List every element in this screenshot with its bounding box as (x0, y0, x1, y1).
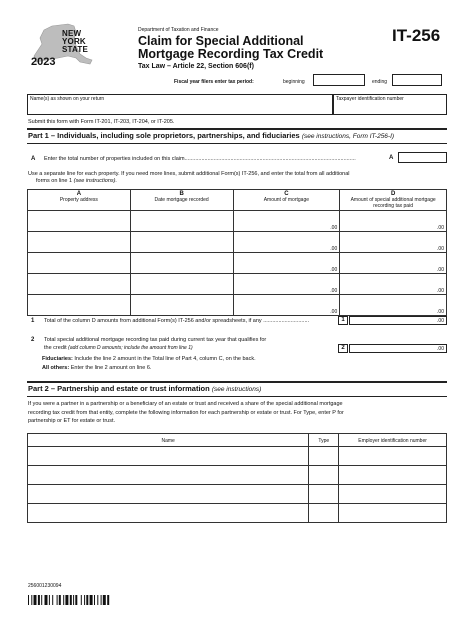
date-recorded-cell[interactable] (130, 274, 233, 295)
line-a-box-label: A (389, 155, 394, 161)
col-c-header (233, 190, 340, 211)
state-name-line1: NEW (62, 29, 82, 38)
line1-text (44, 318, 334, 324)
fiduciaries-note (42, 356, 256, 362)
table-row (28, 466, 447, 485)
ending-field[interactable] (392, 74, 442, 86)
entity-type-header: Type (309, 434, 339, 447)
date-recorded-cell[interactable] (130, 232, 233, 253)
tax-paid-cell[interactable]: .00 (340, 211, 447, 232)
all-others-text: Enter the line 2 amount on line 6. (70, 365, 152, 371)
taxpayer-name-field[interactable] (27, 94, 333, 115)
part2-rule (27, 381, 447, 383)
part2-heading-note: (see instructions) (211, 386, 262, 393)
part2-intro (28, 400, 448, 426)
taxpayer-name-label: Name(s) as shown on your return (30, 96, 105, 102)
property-address-cell[interactable] (28, 274, 131, 295)
line1-label: Total of the column D amounts from additional Form(s) IT-256 and/or spreadsheets, if any (44, 318, 262, 324)
state-name-line2: YORK (62, 37, 86, 46)
line2-amount-field[interactable] (349, 344, 447, 353)
table-row (28, 274, 447, 295)
line-a-text (44, 156, 384, 162)
form-title-line1: Claim for Special Additional (138, 34, 304, 48)
line-a-letter: A (31, 156, 36, 162)
mortgage-amount-cell[interactable]: .00 (233, 211, 340, 232)
line2-text (44, 337, 334, 352)
beginning-label: beginning (283, 79, 305, 85)
date-recorded-cell[interactable] (130, 211, 233, 232)
taxpayer-id-field[interactable] (333, 94, 447, 115)
entity-table-header (28, 434, 447, 447)
entity-ein-header: Employer identification number (339, 434, 447, 447)
submit-note: Submit this form with Form IT-201, IT-203, IT-204, or IT-205. (28, 119, 175, 125)
part1-heading-rule (27, 143, 447, 144)
tax-paid-cell[interactable]: .00 (340, 253, 447, 274)
entity-name-cell[interactable] (28, 447, 309, 466)
property-address-cell[interactable] (28, 211, 131, 232)
entity-ein-cell[interactable] (339, 466, 447, 485)
col-b-label: Date mortgage recorded (154, 197, 209, 203)
barcode (28, 592, 132, 602)
property-table-header (28, 190, 447, 211)
table-row (28, 485, 447, 504)
taxpayer-id-label: Taxpayer identification number (336, 96, 404, 102)
department-name: Department of Taxation and Finance (138, 27, 219, 33)
entity-type-cell[interactable] (309, 485, 339, 504)
col-a-letter: A (76, 191, 82, 197)
entity-ein-cell[interactable] (339, 485, 447, 504)
barcode-icon (28, 595, 132, 605)
part1-heading (28, 131, 394, 140)
line-a-field[interactable] (398, 152, 447, 163)
form-code: 256001230094 (28, 583, 62, 589)
separate-note (28, 171, 448, 185)
entity-type-cell[interactable] (309, 466, 339, 485)
col-c-label: Amount of mortgage (263, 197, 310, 203)
line1-leader: .............................. (261, 318, 310, 324)
line2-label2: the credit (44, 344, 67, 351)
entity-type-cell[interactable] (309, 447, 339, 466)
line-a-leader: ................................................................................................................ (184, 156, 356, 162)
entity-name-cell[interactable] (28, 466, 309, 485)
state-name (62, 30, 88, 54)
tax-year: 2023 (31, 56, 56, 68)
entity-type-cell[interactable] (309, 504, 339, 523)
form-number: IT-256 (392, 26, 441, 45)
part1-rule (27, 128, 447, 130)
separate-note-line2-text: forms on line 1 (36, 178, 73, 184)
property-address-cell[interactable] (28, 295, 131, 316)
property-table (27, 189, 447, 316)
part2-intro-line3: partnership or ET for estate or trust. (28, 418, 116, 424)
tax-paid-cell[interactable]: .00 (340, 232, 447, 253)
fiduciaries-text: Include the line 2 amount in the Total line of Part 4, column C, on the back. (74, 356, 256, 362)
table-row (28, 232, 447, 253)
ending-label: ending (372, 79, 388, 85)
all-others-label: All others: (42, 365, 70, 371)
fiscal-year-label: Fiscal year filers enter tax period: (174, 79, 254, 85)
col-b-header (130, 190, 233, 211)
table-row (28, 211, 447, 232)
entity-ein-cell[interactable] (339, 504, 447, 523)
col-d-header (340, 190, 447, 211)
mortgage-amount-cell[interactable]: .00 (233, 253, 340, 274)
part1-heading-note: (see instructions, Form IT-256-I) (301, 133, 395, 140)
beginning-field[interactable] (313, 74, 365, 86)
part2-intro-line1: If you were a partner in a partnership or a beneficiary of an estate or trust and received a share of the special additional mortgage (28, 401, 343, 407)
mortgage-amount-cell[interactable]: .00 (233, 295, 340, 316)
fiduciaries-label: Fiduciaries: (42, 356, 73, 362)
table-row (28, 295, 447, 316)
part2-heading-rule (27, 396, 447, 397)
tax-paid-cell[interactable]: .00 (340, 295, 447, 316)
separate-note-italic: (see instructions). (73, 178, 118, 184)
line1-amount-field[interactable] (349, 316, 447, 325)
mortgage-amount-cell[interactable]: .00 (233, 274, 340, 295)
form-subtitle: Tax Law – Article 22, Section 606(f) (138, 63, 254, 70)
line2-italic: (add column D amounts; include the amount from line 1) (68, 344, 193, 351)
col-c-letter: C (284, 191, 289, 197)
form-title-line2: Mortgage Recording Tax Credit (138, 47, 324, 61)
line1-number: 1 (31, 318, 35, 324)
line1-amount: .00 (437, 318, 444, 324)
separate-note-line2 (28, 178, 448, 185)
entity-name-cell[interactable] (28, 485, 309, 504)
line2-label-row2 (44, 345, 334, 353)
col-b-letter: B (179, 191, 184, 197)
line2-amount: .00 (437, 346, 444, 352)
entity-ein-cell[interactable] (339, 447, 447, 466)
all-others-note (42, 365, 151, 371)
property-address-cell[interactable] (28, 253, 131, 274)
col-a-header (28, 190, 131, 211)
part1-heading-text: Part 1 – Individuals, including sole proprietors, partnerships, and fiduciaries (28, 131, 300, 140)
date-recorded-cell[interactable] (130, 253, 233, 274)
mortgage-amount-cell[interactable]: .00 (233, 232, 340, 253)
entity-table (27, 433, 447, 523)
line2-box: 2 (338, 344, 348, 353)
col-a-label: Property address (59, 197, 98, 203)
part2-heading (28, 384, 261, 393)
property-address-cell[interactable] (28, 232, 131, 253)
part2-intro-line2: recording tax credit from that entity, complete the following information for each partnership or estate or trust. For Type, enter P for (28, 409, 344, 416)
table-row (28, 447, 447, 466)
state-name-line3: STATE (62, 45, 89, 54)
line2-label: Total special additional mortgage recording tax paid during current tax year that qualifies for (44, 337, 267, 343)
line2-number: 2 (31, 337, 35, 343)
entity-name-cell[interactable] (28, 504, 309, 523)
col-d-label: Amount of special additional mortgage recording tax paid (350, 197, 436, 209)
tax-paid-cell[interactable]: .00 (340, 274, 447, 295)
part2-heading-text: Part 2 – Partnership and estate or trust information (28, 384, 210, 393)
table-row (28, 253, 447, 274)
line-a-label: Enter the total number of properties included on this claim (44, 156, 185, 162)
entity-name-header: Name (28, 434, 309, 447)
col-d-letter: D (390, 191, 396, 197)
line1-box: 1 (338, 316, 348, 325)
separate-note-line1: Use a separate line for each property. If you need more lines, submit additional Form(s) IT-256, and enter the total from all additional (28, 171, 350, 177)
date-recorded-cell[interactable] (130, 295, 233, 316)
table-row (28, 504, 447, 523)
